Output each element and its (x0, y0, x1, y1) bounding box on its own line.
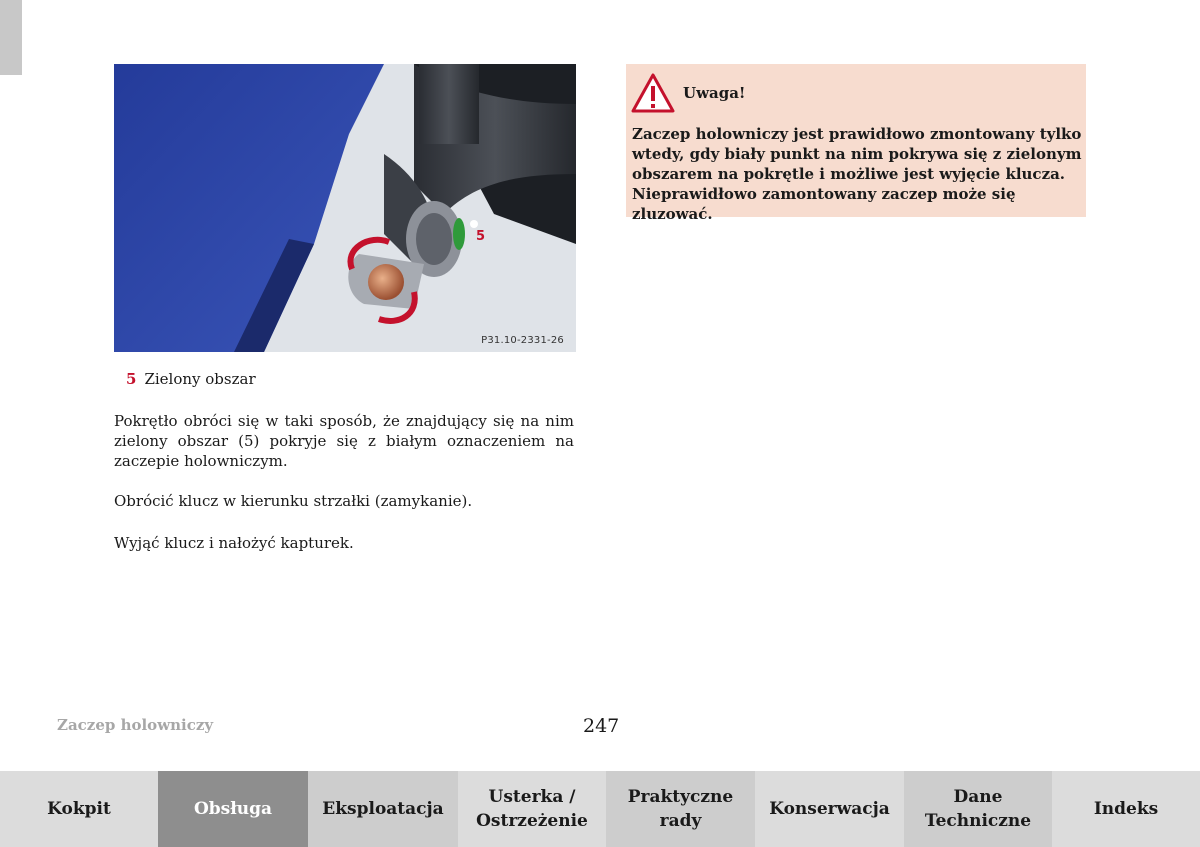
paragraph-remove-key: Wyjąć klucz i nałożyć kapturek. (114, 534, 354, 552)
footer-section-title: Zaczep holowniczy (57, 716, 214, 734)
nav-tab-indeks[interactable] (1052, 771, 1200, 847)
warning-box (626, 64, 1086, 223)
nav-tab-label: Indeks (1093, 799, 1159, 819)
nav-tab-label: Dane Techniczne (924, 787, 1032, 831)
nav-tab-label: Usterka / Ostrzeżenie (476, 787, 588, 831)
nav-tab-label: Konserwacja (769, 799, 890, 819)
nav-tab-kokpit[interactable] (0, 771, 158, 847)
nav-tab-label: Praktyczne rady (627, 787, 734, 831)
warning-triangle-icon (630, 72, 676, 118)
nav-tab-usterka-ostrzezenie[interactable] (458, 771, 606, 847)
warning-title: Uwaga! (683, 84, 746, 102)
figure-code: P31.10-2331-26 (481, 335, 564, 346)
paragraph-knob-alignment: Pokrętło obróci się w taki sposób, że znajdujący się na nim zielony obszar (5) pokryje się z białym oznaczeniem na zaczepie holowniczym. (114, 412, 574, 470)
nav-tab-eksploatacja[interactable] (308, 771, 458, 847)
figure-caption (126, 370, 256, 388)
tow-hook-illustration (114, 64, 576, 352)
page-corner-tab (0, 0, 22, 75)
nav-tab-obsluga[interactable] (158, 771, 308, 847)
paragraph-turn-key: Obrócić klucz w kierunku strzałki (zamykanie). (114, 492, 473, 510)
page-number: 247 (583, 715, 620, 737)
nav-tab-dane-techniczne[interactable] (904, 771, 1052, 847)
caption-text: Zielony obszar (144, 370, 256, 388)
nav-tab-konserwacja[interactable] (755, 771, 904, 847)
chapter-navigation (0, 771, 1200, 847)
nav-tab-label: Kokpit (47, 799, 111, 819)
warning-text: Zaczep holowniczy jest prawidłowo zmontowany tylko wtedy, gdy biały punkt na nim pokrywa się z zielonym obszarem na pokrętle i możliwe jest wyjęcie klucza. Nieprawidłowo zamontowany zaczep może się zluzować. (632, 125, 1082, 223)
nav-tab-praktyczne-rady[interactable] (606, 771, 755, 847)
tow-hook-drawing (114, 64, 576, 352)
nav-tab-label: Eksploatacja (322, 799, 444, 819)
caption-number: 5 (126, 370, 137, 388)
figure-callout-5: 5 (476, 229, 486, 244)
nav-tab-label: Obsługa (193, 799, 273, 819)
